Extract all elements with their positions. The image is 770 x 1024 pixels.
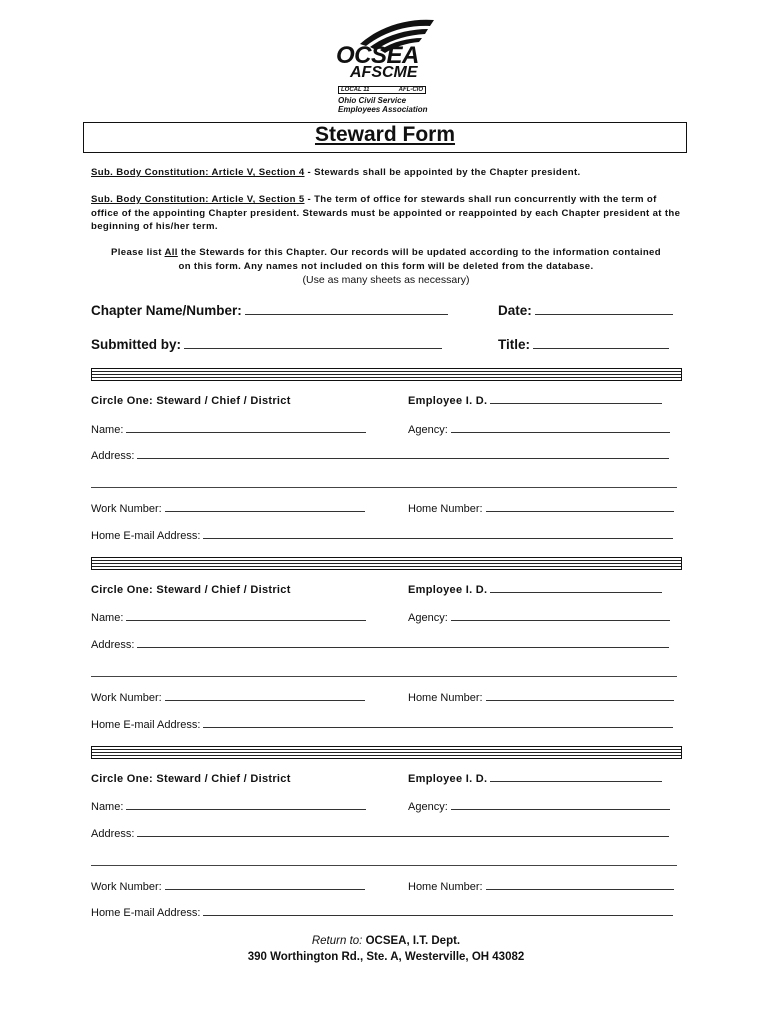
home-number-label: Home Number: (408, 881, 483, 893)
section-separator (91, 746, 682, 759)
date-field[interactable] (498, 303, 673, 318)
email-line[interactable] (203, 726, 673, 728)
work-number-field[interactable] (91, 692, 365, 704)
circle-one-text[interactable]: Circle One: Steward / Chief / District (91, 395, 291, 407)
home-number-field[interactable] (408, 881, 674, 893)
address-line-2[interactable] (91, 865, 677, 866)
home-number-label: Home Number: (408, 692, 483, 704)
work-number-field[interactable] (91, 503, 365, 515)
employee-id-field[interactable] (408, 773, 662, 785)
home-number-line[interactable] (486, 510, 674, 512)
date-line[interactable] (535, 313, 673, 315)
title-label: Title: (498, 337, 531, 352)
logo-org-line1: Ohio Civil Service (338, 96, 407, 105)
return-address: 390 Worthington Rd., Ste. A, Westerville, OH 43082 (247, 951, 525, 963)
employee-id-label: Employee I. D. (408, 584, 488, 596)
email-line[interactable] (203, 914, 673, 916)
logo-afscme-text: AFSCME (350, 64, 418, 81)
email-label: Home E-mail Address: (91, 719, 201, 731)
employee-id-line[interactable] (490, 591, 662, 593)
logo-ocsea-text: OCSEA (336, 42, 419, 69)
circle-one-text[interactable]: Circle One: Steward / Chief / District (91, 584, 291, 596)
name-label: Name: (91, 612, 124, 624)
page-title: Steward Form (314, 123, 456, 146)
home-number-field[interactable] (408, 692, 674, 704)
date-label: Date: (498, 303, 532, 318)
home-number-field[interactable] (408, 503, 674, 515)
return-to-label: Return to: (311, 935, 363, 947)
address-line[interactable] (137, 646, 669, 648)
work-number-field[interactable] (91, 881, 365, 893)
name-line[interactable] (126, 431, 366, 433)
agency-label: Agency: (408, 801, 448, 813)
logo-local-bar (338, 86, 426, 94)
section-separator (91, 557, 682, 570)
home-number-label: Home Number: (408, 503, 483, 515)
address-label: Address: (91, 450, 135, 462)
work-number-line[interactable] (165, 888, 365, 890)
submitted-label: Submitted by: (91, 337, 181, 352)
constitution-text-1: - Stewards shall be appointed by the Chapter president. (304, 167, 581, 178)
constitution-ref-2: Sub. Body Constitution: Article V, Section 5 (91, 194, 305, 205)
submitted-field[interactable] (91, 337, 442, 352)
name-label: Name: (91, 801, 124, 813)
name-line[interactable] (126, 808, 366, 810)
work-number-label: Work Number: (91, 503, 162, 515)
address-line-2[interactable] (91, 487, 677, 488)
logo-org-name (338, 96, 428, 114)
home-number-line[interactable] (486, 888, 674, 890)
employee-id-field[interactable] (408, 584, 662, 596)
logo-afl-text: AFL-CIO (398, 87, 423, 93)
chapter-field[interactable] (91, 303, 448, 318)
title-line[interactable] (533, 347, 669, 349)
employee-id-field[interactable] (408, 395, 662, 407)
address-label: Address: (91, 828, 135, 840)
constitution-paragraph-2 (91, 193, 681, 234)
agency-field[interactable] (408, 612, 670, 624)
return-to-dept: OCSEA, I.T. Dept. (365, 935, 461, 947)
employee-id-label: Employee I. D. (408, 395, 488, 407)
agency-label: Agency: (408, 612, 448, 624)
work-number-line[interactable] (165, 510, 365, 512)
title-field[interactable] (498, 337, 669, 352)
agency-line[interactable] (451, 431, 670, 433)
circle-one-text[interactable]: Circle One: Steward / Chief / District (91, 773, 291, 785)
address-field[interactable] (91, 639, 669, 651)
instructions (104, 246, 668, 273)
constitution-text-2: - The term of office for stewards shall run concurrently with the term of office of the appointing Chapter president. Stewards must be appointed or reappointed by each Chapter president at the beginning of his/her term. (91, 194, 681, 232)
address-field[interactable] (91, 450, 669, 462)
name-field[interactable] (91, 424, 366, 436)
chapter-line[interactable] (245, 313, 448, 315)
instructions-note: (Use as many sheets as necessary) (302, 274, 470, 286)
home-number-line[interactable] (486, 699, 674, 701)
logo-org-line2: Employees Association (338, 105, 428, 114)
agency-line[interactable] (451, 619, 670, 621)
return-to-line (91, 935, 681, 947)
address-line[interactable] (137, 835, 669, 837)
employee-id-line[interactable] (490, 780, 662, 782)
section-separator (91, 368, 682, 381)
email-field[interactable] (91, 907, 673, 919)
chapter-label: Chapter Name/Number: (91, 303, 242, 318)
work-number-label: Work Number: (91, 692, 162, 704)
name-field[interactable] (91, 612, 366, 624)
submitted-line[interactable] (184, 347, 442, 349)
work-number-label: Work Number: (91, 881, 162, 893)
constitution-ref-1: Sub. Body Constitution: Article V, Section 4 (91, 167, 305, 178)
agency-label: Agency: (408, 424, 448, 436)
email-field[interactable] (91, 719, 673, 731)
agency-field[interactable] (408, 424, 670, 436)
email-label: Home E-mail Address: (91, 530, 201, 542)
employee-id-label: Employee I. D. (408, 773, 488, 785)
email-line[interactable] (203, 537, 673, 539)
agency-field[interactable] (408, 801, 670, 813)
address-line[interactable] (137, 457, 669, 459)
instructions-pre: Please list (111, 247, 165, 258)
instructions-all: All (164, 247, 178, 258)
address-field[interactable] (91, 828, 669, 840)
email-label: Home E-mail Address: (91, 907, 201, 919)
logo-local-text: LOCAL 11 (341, 87, 370, 93)
employee-id-line[interactable] (490, 402, 662, 404)
work-number-line[interactable] (165, 699, 365, 701)
name-label: Name: (91, 424, 124, 436)
constitution-paragraph-1 (91, 166, 681, 180)
instructions-post: the Stewards for this Chapter. Our records will be updated according to the information contained on this form. Any names not included on this form will be deleted from the database. (177, 247, 661, 272)
agency-line[interactable] (451, 808, 670, 810)
name-line[interactable] (126, 619, 366, 621)
address-label: Address: (91, 639, 135, 651)
address-line-2[interactable] (91, 676, 677, 677)
email-field[interactable] (91, 530, 673, 542)
name-field[interactable] (91, 801, 366, 813)
